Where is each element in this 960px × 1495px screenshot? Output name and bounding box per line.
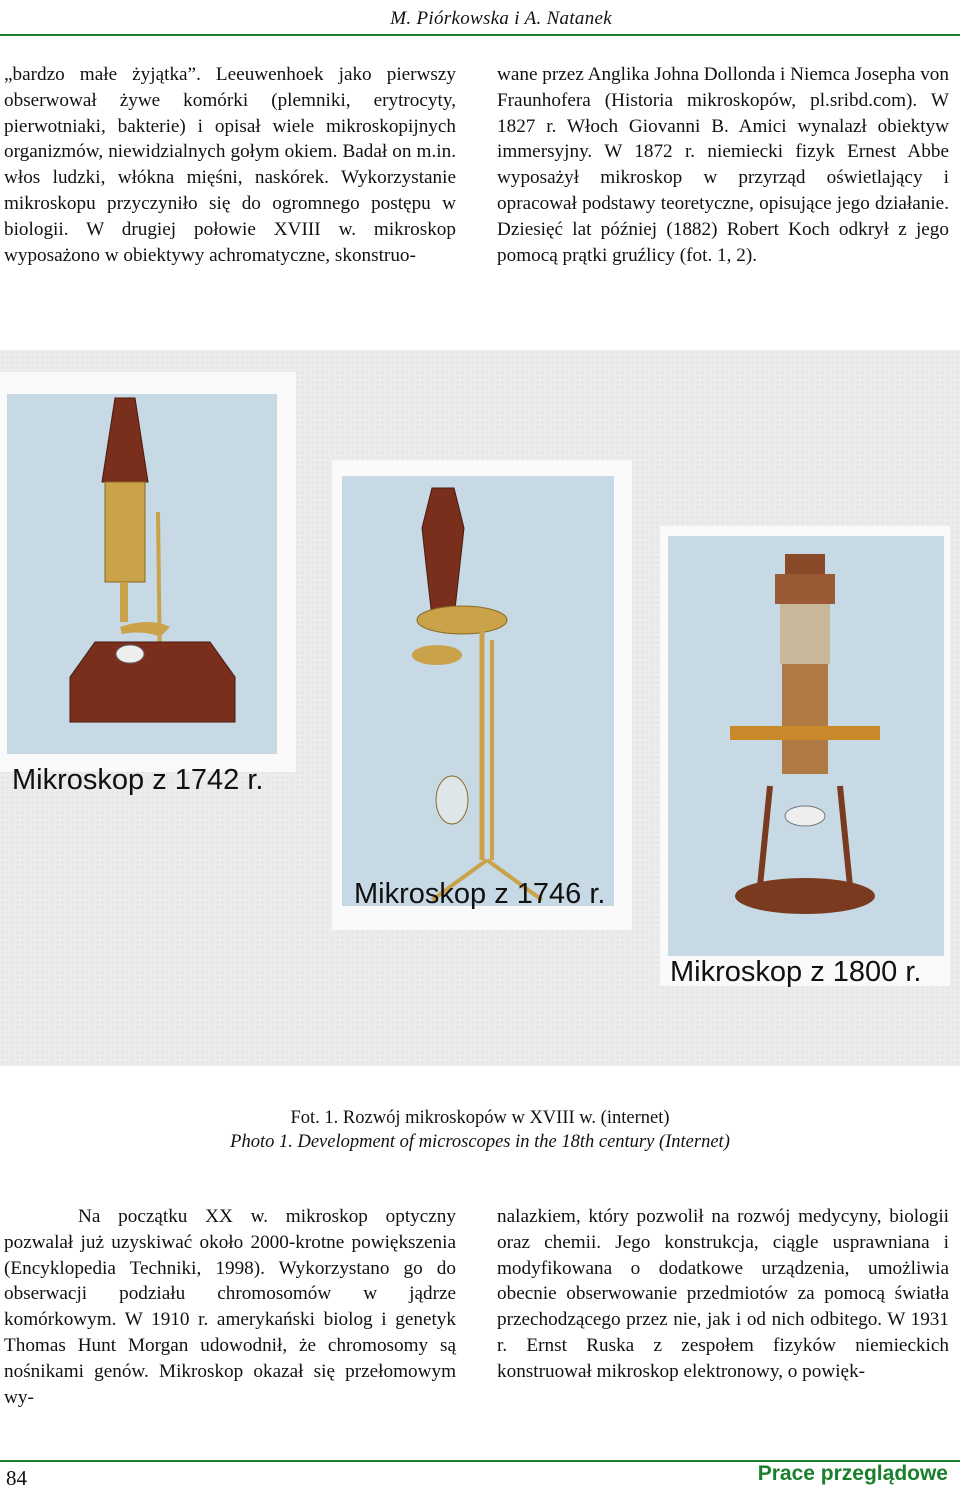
page-number: 84: [6, 1466, 27, 1490]
authors: M. Piórkowska i A. Natanek: [390, 8, 612, 29]
text-column-right-bottom: [497, 1204, 949, 1385]
figure-microscopes: [0, 350, 960, 1066]
microscope-1800-illustration: [700, 536, 920, 956]
panel-1742: [0, 372, 296, 796]
text-column-left-bottom: [4, 1204, 456, 1410]
label-1742: Mikroskop z 1742 r.: [12, 764, 264, 796]
panel-1746: [332, 460, 632, 930]
figure-caption-pl: Fot. 1. Rozwój mikroskopów w XVIII w. (internet): [290, 1108, 670, 1128]
microscope-1742-illustration: [60, 392, 260, 752]
paragraph: „bardzo małe żyjątka”. Leeuwenhoek jako pierwszy obserwował żywe komórki (plemniki, erytrocyty, pierwotniaki, bakterie) i opisał wiele mikroskopijnych organizmów, niewidzialnych gołym okiem. Badał on m.in. włos ludzki, włókna mięśni, naskórek. Wykorzystanie mikroskopu przyczyniło się do ogromnego postępu w biologii. W drugiej połowie XVIII w. mikroskop wyposażono w obiektywy achromatyczne, skonstruo-: [4, 64, 456, 266]
microscope-1746-illustration: [392, 480, 592, 920]
label-1746: Mikroskop z 1746 r.: [354, 878, 606, 910]
header-rule: [0, 34, 960, 36]
label-1800: Mikroskop z 1800 r.: [670, 956, 922, 988]
paragraph: nalazkiem, który pozwolił na rozwój medycyny, biologii oraz chemii. Jego konstrukcja, ciągle usprawniana i modyfikowana o dodatkowe urządzenia, umożliwia obecnie obserwowanie przedmiotów za pomocą światła przechodzącego przez nie, jak i od nich odbitego. W 1931 r. Ernst Ruska z zespołem fizyków niemieckich konstruował mikroskop elektronowy, o powięk-: [497, 1206, 949, 1382]
running-head: [0, 8, 960, 36]
text-column-right-top: [497, 62, 949, 268]
panel-1800: [660, 526, 950, 986]
paragraph: wane przez Anglika Johna Dollonda i Niemca Josepha von Fraunhofera (Historia mikroskopów, pl.sribd.com). W 1827 r. Włoch Giovanni B. Amici wynalazł obiektyw immersyjny. W 1872 r. niemiecki fizyk Ernest Abbe wyposażył mikroskop w przyrząd oświetlający i opracował podstawy teoretyczne, opisujące jego działanie. Dziesięć lat później (1882) Robert Koch odkrył z jego pomocą prątki gruźlicy (fot. 1, 2).: [497, 64, 949, 266]
text-column-left-top: [4, 62, 456, 268]
section-name: Prace przeglądowe: [757, 1462, 948, 1485]
paragraph: Na początku XX w. mikroskop optyczny pozwalał już uzyskiwać około 2000-krotne powiększenia (Encyklopedia Techniki, 1998). Wykorzystano go do obserwacji podziału chromosomów w jądrze komórkowym. W 1910 r. amerykański biolog i genetyk Thomas Hunt Morgan udowodnił, że chromosomy są nośnikami genów. Mikroskop okazał się przełomowym wy-: [4, 1206, 456, 1408]
figure-caption-en: Photo 1. Development of microscopes in the 18th century (Internet): [230, 1132, 730, 1152]
